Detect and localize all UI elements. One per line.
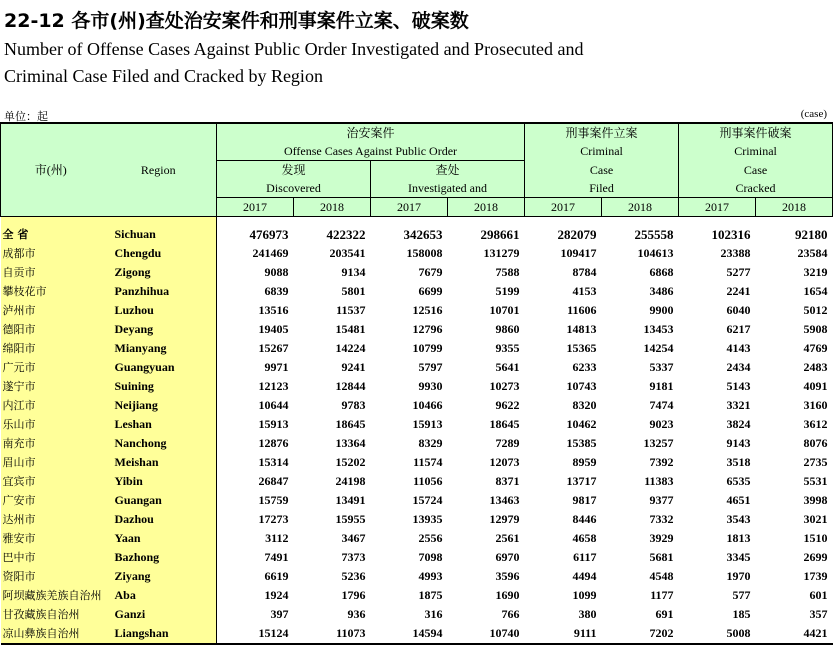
value-cell: 7491 [264, 550, 289, 564]
value-cell: 1690 [495, 588, 520, 602]
value-cell: 3998 [803, 493, 828, 507]
region-name-cn: 遂宁市 [1, 377, 101, 396]
value-cell: 241469 [252, 246, 289, 260]
value-cell: 3160 [803, 398, 828, 412]
region-name-cn: 眉山市 [1, 453, 101, 472]
table-row [1, 605, 833, 624]
region-name-cn: 南充市 [1, 434, 101, 453]
value-cell: 2483 [803, 360, 828, 374]
value-cell: 7289 [495, 436, 520, 450]
region-name-cn: 成都市 [1, 244, 101, 263]
value-cell: 4494 [572, 569, 597, 583]
value-cell: 7474 [649, 398, 674, 412]
value-cell: 3612 [803, 417, 828, 431]
value-cell: 2556 [418, 531, 443, 545]
value-cell: 14254 [643, 341, 674, 355]
value-cell: 282079 [557, 227, 597, 242]
value-cell: 3543 [726, 512, 751, 526]
value-cell: 2735 [803, 455, 828, 469]
year-header: 2017 [217, 198, 294, 217]
region-name-cn: 资阳市 [1, 567, 101, 586]
region-name-cn: 德阳市 [1, 320, 101, 339]
table-row [1, 320, 833, 339]
group3-header-en2: Case [679, 161, 833, 180]
value-cell: 7332 [649, 512, 674, 526]
value-cell: 357 [809, 607, 828, 621]
value-cell: 4153 [572, 284, 597, 298]
value-cell: 5337 [649, 360, 674, 374]
value-cell: 1970 [726, 569, 751, 583]
table-header [1, 123, 833, 217]
sub1-header-cn: 发现 [217, 161, 371, 180]
value-cell: 13717 [566, 474, 597, 488]
value-cell: 9377 [649, 493, 674, 507]
value-cell: 6117 [573, 550, 597, 564]
value-cell: 342653 [403, 227, 443, 242]
region-name-cn: 宜宾市 [1, 472, 101, 491]
value-cell: 8784 [572, 265, 597, 279]
value-cell: 18645 [335, 417, 366, 431]
value-cell: 577 [732, 588, 751, 602]
value-cell: 4548 [649, 569, 674, 583]
value-cell: 19405 [258, 322, 289, 336]
table-row [1, 396, 833, 415]
value-cell: 15365 [566, 341, 597, 355]
sub2-header-en: Investigated and [371, 179, 525, 198]
region-name-cn: 雅安市 [1, 529, 101, 548]
table-row [1, 282, 833, 301]
value-cell: 4993 [418, 569, 443, 583]
value-cell: 4421 [756, 624, 833, 644]
year-header: 2017 [525, 198, 602, 217]
value-cell: 380 [578, 607, 597, 621]
value-cell: 5012 [803, 303, 828, 317]
value-cell: 5797 [418, 360, 443, 374]
value-cell: 3596 [495, 569, 520, 583]
region-name-cn: 内江市 [1, 396, 101, 415]
table-row [1, 244, 833, 263]
value-cell: 1099 [572, 588, 597, 602]
region-name-en: Sichuan [101, 225, 217, 244]
value-cell: 4143 [726, 341, 751, 355]
value-cell: 11056 [413, 474, 443, 488]
table-row [1, 529, 833, 548]
group2-header-cn: 刑事案件立案 [525, 123, 679, 142]
region-name-cn: 全 省 [1, 225, 101, 244]
value-cell: 316 [424, 607, 443, 621]
value-cell: 13364 [335, 436, 366, 450]
value-cell: 5641 [495, 360, 520, 374]
table-row [1, 358, 833, 377]
value-cell: 7202 [602, 624, 679, 644]
value-cell: 8959 [572, 455, 597, 469]
page-title-en-line1: Number of Offense Cases Against Public Order Investigated and Prosecuted and [4, 39, 584, 59]
value-cell: 17273 [258, 512, 289, 526]
group3-header-cn: 刑事案件破案 [679, 123, 833, 142]
value-cell: 9971 [264, 360, 289, 374]
value-cell: 11073 [294, 624, 371, 644]
value-cell: 10466 [412, 398, 443, 412]
value-cell: 10701 [489, 303, 520, 317]
value-cell: 10740 [448, 624, 525, 644]
value-cell: 11383 [644, 474, 674, 488]
value-cell: 9088 [264, 265, 289, 279]
value-cell: 12844 [335, 379, 366, 393]
value-cell: 5277 [726, 265, 751, 279]
table-row [1, 586, 833, 605]
year-header: 2018 [602, 198, 679, 217]
value-cell: 15913 [412, 417, 443, 431]
value-cell: 26847 [258, 474, 289, 488]
group2-header-en2: Case [525, 161, 679, 180]
value-cell: 936 [347, 607, 366, 621]
region-name-en: Meishan [101, 453, 217, 472]
region-name-cn: 广安市 [1, 491, 101, 510]
table-row [1, 567, 833, 586]
page-title-en-line2: Criminal Case Filed and Cracked by Region [4, 66, 323, 86]
value-cell: 4091 [803, 379, 828, 393]
table-row [1, 301, 833, 320]
value-cell: 2699 [803, 550, 828, 564]
value-cell: 5008 [679, 624, 756, 644]
region-name-cn: 甘孜藏族自治州 [1, 605, 101, 624]
value-cell: 6699 [418, 284, 443, 298]
sub2-header-cn: 查处 [371, 161, 525, 180]
region-name-en: Ziyang [101, 567, 217, 586]
statistics-table [0, 122, 833, 645]
value-cell: 102316 [711, 227, 751, 242]
value-cell: 766 [501, 607, 520, 621]
table-row [1, 377, 833, 396]
value-cell: 7588 [495, 265, 520, 279]
value-cell: 3929 [649, 531, 674, 545]
region-name-cn: 自贡市 [1, 263, 101, 282]
value-cell: 9622 [495, 398, 520, 412]
year-header: 2017 [679, 198, 756, 217]
value-cell: 6970 [495, 550, 520, 564]
value-cell: 14813 [566, 322, 597, 336]
value-cell: 5236 [341, 569, 366, 583]
value-cell: 12516 [412, 303, 443, 317]
table-row-total [1, 225, 833, 244]
value-cell: 9143 [726, 436, 751, 450]
region-column-header: Region [101, 161, 217, 180]
value-cell: 11574 [413, 455, 443, 469]
group3-header-en1: Criminal [679, 142, 833, 161]
year-header: 2018 [756, 198, 833, 217]
region-name-en: Deyang [101, 320, 217, 339]
value-cell: 3021 [803, 512, 828, 526]
value-cell: 13453 [643, 322, 674, 336]
value-cell: 5531 [803, 474, 828, 488]
table-row [1, 548, 833, 567]
group3-header-en3: Cracked [679, 179, 833, 198]
value-cell: 9355 [495, 341, 520, 355]
value-cell: 10743 [566, 379, 597, 393]
value-cell: 5681 [649, 550, 674, 564]
value-cell: 1739 [803, 569, 828, 583]
value-cell: 15267 [258, 341, 289, 355]
value-cell: 601 [809, 588, 828, 602]
year-header: 2018 [448, 198, 525, 217]
region-name-en: Zigong [101, 263, 217, 282]
value-cell: 2561 [495, 531, 520, 545]
region-name-en: Guangyuan [101, 358, 217, 377]
value-cell: 8329 [418, 436, 443, 450]
value-cell: 1813 [726, 531, 751, 545]
value-cell: 15913 [258, 417, 289, 431]
value-cell: 9900 [649, 303, 674, 317]
table-row [1, 472, 833, 491]
region-name-en: Chengdu [101, 244, 217, 263]
region-name-cn: 巴中市 [1, 548, 101, 567]
value-cell: 3518 [726, 455, 751, 469]
value-cell: 9930 [418, 379, 443, 393]
value-cell: 7373 [341, 550, 366, 564]
value-cell: 18645 [489, 417, 520, 431]
group1-header-en: Offense Cases Against Public Order [217, 142, 525, 161]
value-cell: 9860 [495, 322, 520, 336]
region-name-cn: 乐山市 [1, 415, 101, 434]
region-name-en: Ganzi [101, 605, 217, 624]
sub1-header-en: Discovered [217, 179, 371, 198]
value-cell: 6535 [726, 474, 751, 488]
value-cell: 14594 [371, 624, 448, 644]
region-name-cn: 达州市 [1, 510, 101, 529]
region-name-cn: 广元市 [1, 358, 101, 377]
value-cell: 3486 [649, 284, 674, 298]
table-row [1, 624, 833, 644]
group1-header-cn: 治安案件 [217, 123, 525, 142]
value-cell: 8371 [495, 474, 520, 488]
value-cell: 7098 [418, 550, 443, 564]
region-name-en: Dazhou [101, 510, 217, 529]
value-cell: 92180 [795, 227, 828, 242]
value-cell: 3467 [341, 531, 366, 545]
table-row [1, 415, 833, 434]
value-cell: 3345 [726, 550, 751, 564]
value-cell: 13516 [258, 303, 289, 317]
value-cell: 6839 [264, 284, 289, 298]
value-cell: 12073 [489, 455, 520, 469]
value-cell: 6040 [726, 303, 751, 317]
value-cell: 2241 [726, 284, 751, 298]
table-row [1, 491, 833, 510]
value-cell: 185 [732, 607, 751, 621]
value-cell: 15481 [335, 322, 366, 336]
value-cell: 4658 [572, 531, 597, 545]
region-name-en: Guangan [101, 491, 217, 510]
table-row [1, 453, 833, 472]
group2-header-en3: Filed [525, 179, 679, 198]
group2-header-en1: Criminal [525, 142, 679, 161]
value-cell: 12796 [412, 322, 443, 336]
value-cell: 5143 [726, 379, 751, 393]
value-cell: 1654 [803, 284, 828, 298]
value-cell: 10462 [566, 417, 597, 431]
region-name-cn: 阿坝藏族羌族自治州 [1, 586, 101, 605]
region-name-en: Nanchong [101, 434, 217, 453]
value-cell: 131279 [483, 246, 520, 260]
value-cell: 6868 [649, 265, 674, 279]
value-cell: 15724 [412, 493, 443, 507]
value-cell: 23388 [720, 246, 751, 260]
value-cell: 9783 [341, 398, 366, 412]
region-name-en: Luzhou [101, 301, 217, 320]
unit-label-en: (case) [800, 108, 827, 120]
value-cell: 9817 [572, 493, 597, 507]
value-cell: 203541 [329, 246, 366, 260]
value-cell: 13463 [489, 493, 520, 507]
value-cell: 23584 [797, 246, 828, 260]
unit-label-cn: 单位：起 [4, 110, 48, 123]
region-name-en: Mianyang [101, 339, 217, 358]
table-row [1, 339, 833, 358]
value-cell: 7679 [418, 265, 443, 279]
table-row [1, 263, 833, 282]
value-cell: 1510 [803, 531, 828, 545]
value-cell: 9181 [649, 379, 674, 393]
region-name-en: Suining [101, 377, 217, 396]
value-cell: 10273 [489, 379, 520, 393]
value-cell: 15202 [335, 455, 366, 469]
value-cell: 13491 [335, 493, 366, 507]
value-cell: 476973 [249, 227, 289, 242]
value-cell: 255558 [634, 227, 674, 242]
region-name-en: Leshan [101, 415, 217, 434]
region-name-cn: 绵阳市 [1, 339, 101, 358]
year-header: 2018 [294, 198, 371, 217]
value-cell: 14224 [335, 341, 366, 355]
value-cell: 9241 [341, 360, 366, 374]
value-cell: 12979 [489, 512, 520, 526]
value-cell: 15124 [217, 624, 294, 644]
value-cell: 158008 [406, 246, 443, 260]
value-cell: 5199 [495, 284, 520, 298]
value-cell: 11537 [336, 303, 366, 317]
value-cell: 691 [655, 607, 674, 621]
value-cell: 1875 [418, 588, 443, 602]
value-cell: 422322 [326, 227, 366, 242]
region-name-cn: 泸州市 [1, 301, 101, 320]
value-cell: 8320 [572, 398, 597, 412]
value-cell: 3824 [726, 417, 751, 431]
value-cell: 15759 [258, 493, 289, 507]
value-cell: 298661 [480, 227, 520, 242]
value-cell: 24198 [335, 474, 366, 488]
table-row [1, 510, 833, 529]
region-name-en: Bazhong [101, 548, 217, 567]
value-cell: 10644 [258, 398, 289, 412]
value-cell: 11606 [567, 303, 597, 317]
region-name-en: Yibin [101, 472, 217, 491]
value-cell: 13935 [412, 512, 443, 526]
region-name-cn: 攀枝花市 [1, 282, 101, 301]
table-body [1, 217, 833, 645]
value-cell: 12123 [258, 379, 289, 393]
city-column-header: 市(州) [1, 161, 101, 180]
region-name-en: Panzhihua [101, 282, 217, 301]
value-cell: 397 [270, 607, 289, 621]
region-name-cn: 凉山彝族自治州 [1, 624, 101, 644]
region-name-en: Neijiang [101, 396, 217, 415]
value-cell: 6233 [572, 360, 597, 374]
region-name-en: Liangshan [101, 624, 217, 644]
value-cell: 1177 [650, 588, 674, 602]
page-title-en [4, 36, 584, 90]
value-cell: 1796 [341, 588, 366, 602]
value-cell: 15385 [566, 436, 597, 450]
value-cell: 104613 [637, 246, 674, 260]
page-title-cn: 22-12 各市(州)查处治安案件和刑事案件立案、破案数 [4, 10, 469, 32]
value-cell: 7392 [649, 455, 674, 469]
value-cell: 13257 [643, 436, 674, 450]
value-cell: 1924 [264, 588, 289, 602]
value-cell: 12876 [258, 436, 289, 450]
value-cell: 8446 [572, 512, 597, 526]
value-cell: 6217 [726, 322, 751, 336]
value-cell: 8076 [803, 436, 828, 450]
value-cell: 15955 [335, 512, 366, 526]
value-cell: 5908 [803, 322, 828, 336]
value-cell: 9111 [525, 624, 602, 644]
value-cell: 3321 [726, 398, 751, 412]
value-cell: 4651 [726, 493, 751, 507]
value-cell: 3219 [803, 265, 828, 279]
table-row [1, 434, 833, 453]
value-cell: 6619 [264, 569, 289, 583]
value-cell: 3112 [265, 531, 289, 545]
value-cell: 9134 [341, 265, 366, 279]
region-name-en: Yaan [101, 529, 217, 548]
value-cell: 10799 [412, 341, 443, 355]
value-cell: 2434 [726, 360, 751, 374]
value-cell: 15314 [258, 455, 289, 469]
region-name-en: Aba [101, 586, 217, 605]
value-cell: 109417 [560, 246, 597, 260]
value-cell: 5801 [341, 284, 366, 298]
value-cell: 4769 [803, 341, 828, 355]
year-header: 2017 [371, 198, 448, 217]
value-cell: 9023 [649, 417, 674, 431]
